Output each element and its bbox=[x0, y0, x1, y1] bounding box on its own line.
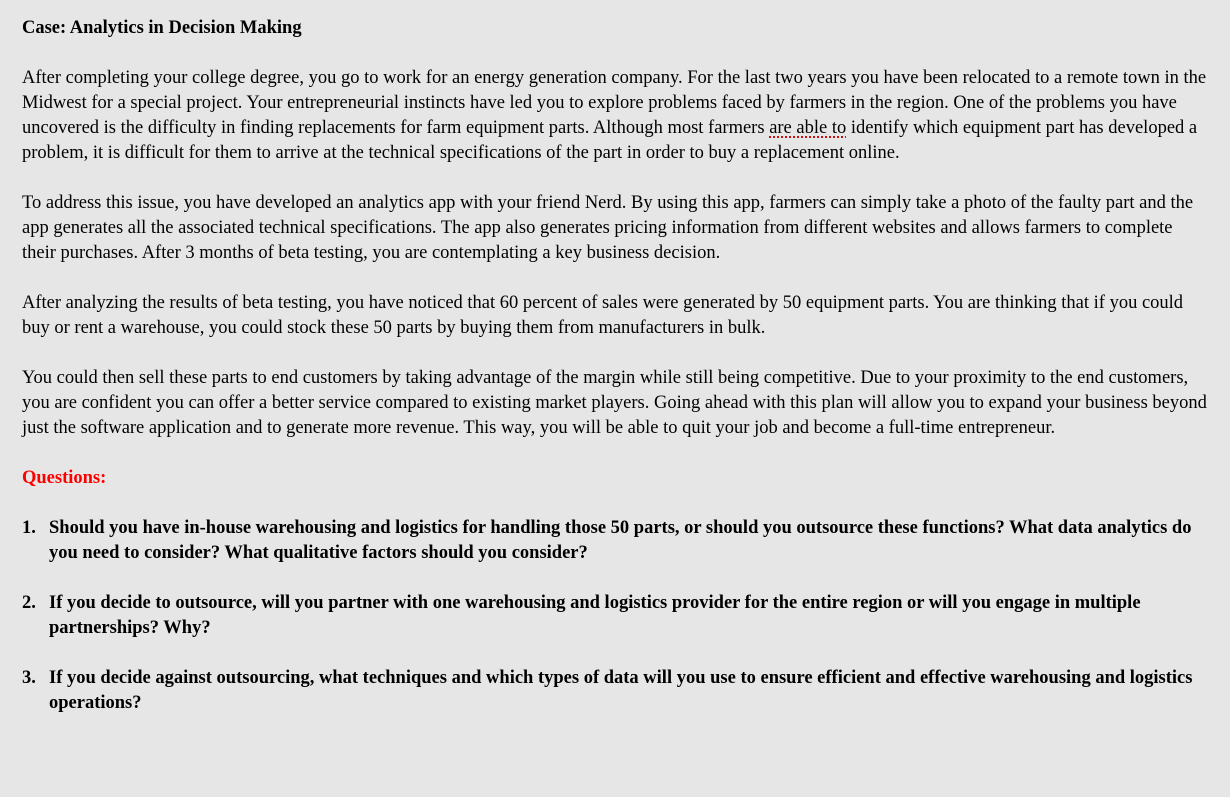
question-item bbox=[22, 516, 1208, 566]
questions-heading: Questions: bbox=[22, 468, 107, 488]
questions-list bbox=[22, 516, 1208, 716]
paragraph-intro bbox=[22, 66, 1208, 166]
paragraph-beta-results: After analyzing the results of beta testing, you have noticed that 60 percent of sales were generated by 50 equipment parts. You are thinking that if you could buy or rent a warehouse, you could stock these 50 parts by buying them from manufacturers in bulk. bbox=[22, 293, 1184, 338]
question-number: 2. bbox=[22, 593, 36, 613]
question-number: 3. bbox=[22, 668, 36, 688]
question-text: Should you have in-house warehousing and logistics for handling those 50 parts, or should you outsource these functions? What data analytics do you need to consider? What qualitative factors should you consider? bbox=[49, 518, 1192, 563]
grammar-marked-phrase[interactable]: are able to bbox=[769, 118, 847, 138]
paragraph-plan: You could then sell these parts to end customers by taking advantage of the margin while still being competitive. Due to your proximity to the end customers, you are confident you can offer a better service compared to existing market players. Going ahead with this plan will allow you to expand your business beyond just the software application and to generate more revenue. This way, you will be able to quit your job and become a full-time entrepreneur. bbox=[22, 368, 1207, 438]
paragraph-intro-part2: identify which equipment part has developed a problem, it is difficult for them to arrive at the technical specifications of the part in order to buy a replacement online. bbox=[22, 118, 1198, 163]
question-text: If you decide against outsourcing, what techniques and which types of data will you use to ensure efficient and effective warehousing and logistics operations? bbox=[49, 668, 1193, 713]
question-item bbox=[22, 666, 1208, 716]
question-number: 1. bbox=[22, 518, 36, 538]
case-title: Case: Analytics in Decision Making bbox=[22, 18, 302, 38]
question-text: If you decide to outsource, will you partner with one warehousing and logistics provider for the entire region or will you engage in multiple partnerships? Why? bbox=[49, 593, 1141, 638]
paragraph-intro-part1: After completing your college degree, you go to work for an energy generation company. For the last two years you have been relocated to a remote town in the Midwest for a special project. Your entrepreneurial instincts have led you to explore problems faced by farmers in the region. One of the problems you have uncovered is the difficulty in finding replacements for farm equipment parts. Although most farmers bbox=[22, 68, 1207, 138]
question-item bbox=[22, 591, 1208, 641]
paragraph-app: To address this issue, you have developed an analytics app with your friend Nerd. By using this app, farmers can simply take a photo of the faulty part and the app generates all the associated technical specifications. The app also generates pricing information from different websites and allows farmers to complete their purchases. After 3 months of beta testing, you are contemplating a key business decision. bbox=[22, 193, 1194, 263]
